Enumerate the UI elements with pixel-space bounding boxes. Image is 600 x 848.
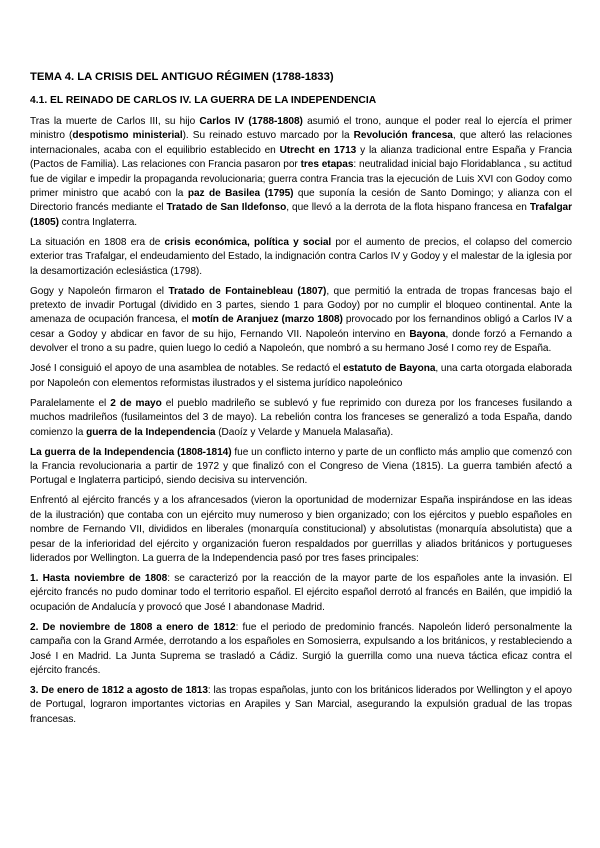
bold-text: Tratado de San Ildefonso (166, 202, 287, 214)
bold-text: motín de Aranjuez (marzo 1808) (191, 314, 343, 326)
bold-text: Bayona (409, 328, 446, 340)
bold-text: 1. Hasta noviembre de 1808 (30, 572, 168, 584)
text-run: , que llevó a la derrota de la flota hispano francesa en (286, 202, 530, 214)
text-run: Paralelamente el (30, 397, 111, 409)
section-heading: 4.1. EL REINADO DE CARLOS IV. LA GUERRA DE LA INDEPENDENCIA (30, 95, 377, 106)
text-run: provocado por los fernandinos obligó a Carlos IV a cesar a Godoy y abdicar en favor de su hijo, Fernando VII. Napoleón intervino en (30, 314, 572, 340)
bold-text: despotismo ministerial (72, 130, 183, 142)
bold-text: Revolución francesa (353, 130, 453, 142)
bold-text: paz de Basilea (1795) (187, 188, 294, 200)
bold-text: Trafalgar (1805) (30, 202, 572, 228)
text-run: : se caracterizó por la reacción de la mayor parte de los españoles ante la invasión. El ejército francés no pudo dominar todo el territorio español. El ejército español derrotó al francés en Bailén, que impidió la ocupación de Andalucía y provocó que José I abandonase Madrid. (30, 572, 572, 613)
text-run: : fue el periodo de predominio francés. Napoleón lideró personalmente la campaña con la Grand Armée, derrotando a los españoles en Somosierra, expulsando a los británicos, y restableciendo a José I en Madrid. La Junta Suprema se trasladó a Cádiz. Surgió la guerrilla como una nueva táctica eficaz contra el ejército francés. (30, 621, 572, 676)
text-run: Gogy y Napoleón firmaron el (30, 285, 169, 297)
paragraph-jose-i (30, 362, 572, 391)
text-run: Enfrentó al ejército francés y a los afrancesados (vieron la oportunidad de modernizar España inspirándose en las ideas de la ilustración) que contaba con un ejército muy numeroso y bien organizado; con los ejércitos y pueblo españoles en nombre de Fernando VII, divididos en liberales (monarquía constitucional) y absolutistas (monarquía absolutista) que a pesar de la inferioridad del ejército y organización fueron respaldados por guerrillas y aliados británicos y portugueses liderados por Wellington. La guerra de la Independencia pasó por tres fases principales: (30, 495, 572, 564)
bold-text: Tratado de Fontainebleau (1807) (168, 285, 327, 297)
text-run: que suponía la cesión de Santo Domingo; y alianza con el Directorio francés mediante el (30, 188, 572, 214)
text-run: asumió el trono, aunque el poder real lo ejercía el primer ministro ( (30, 116, 572, 142)
text-run: : las tropas españolas, junto con los británicos liderados por Wellington y el apoyo de Portugal, lograron importantes victorias en Arapiles y San Marcial, asegurando la expulsión gradual de las tropas francesas. (30, 684, 572, 725)
document-title: TEMA 4. LA CRISIS DEL ANTIGUO RÉGIMEN (1788-1833) (30, 71, 334, 83)
text-run: (Daoíz y Velarde y Manuela Malasaña). (215, 426, 394, 438)
paragraph-guerra-independencia (30, 446, 572, 489)
text-run: José I consiguió el apoyo de una asamblea de notables. Se redactó el (30, 363, 344, 375)
text-run: , que alteró las relaciones internacionales, acaba con el equilibrio establecido en (30, 130, 572, 156)
text-run: , donde forzó a Fernando a devolver el trono a su padre, quien luego lo cedió a Napoleón, que nombró a su hermano José I como rey de España. (30, 328, 572, 355)
paragraph-carlos-iv (30, 115, 572, 230)
text-run: : neutralidad inicial bajo Floridablanca , su actitud fue de vigilar e impedir la propaganda revolucionaria; guerra contra Francia tras la ejecución de Luis XVI con Godoy como primer ministro que acabó con la (30, 159, 572, 200)
paragraph-2-de-mayo (30, 397, 572, 440)
paragraph-fase-3 (30, 684, 572, 727)
bold-text: Utrecht en 1713 (279, 144, 357, 156)
text-run: , que permitió la entrada de tropas francesas bajo el pretexto de invadir Portugal (dividido en 3 partes, siendo 1 para Godoy) por no cumplir el bloqueo continental. Ante la amenaza de ocupación francesa, el (30, 285, 572, 326)
text-run: contra Inglaterra. (58, 216, 138, 228)
paragraph-fase-1 (30, 572, 572, 615)
text-run: y la alianza tradicional entre España y Francia (Pactos de Familia). Las relaciones con Francia pasaron por (30, 144, 572, 171)
text-run: el pueblo madrileño se sublevó y fue reprimido con dureza por los franceses fusilando a muchos madrileños (fusilameintos del 3 de mayo). La rebelión contra los franceses se generalizó a toda España, dando comienzo la (30, 397, 572, 438)
text-run: por el aumento de precios, el colapso del comercio exterior tras Trafalgar, el endeudamiento del Estado, la indignación contra Carlos IV y Godoy y el malestar de la iglesia por la desamortización eclesiástica (1798). (30, 236, 572, 277)
paragraph-bandos (30, 494, 572, 566)
text-run: Tras la muerte de Carlos III, su hijo (30, 116, 200, 127)
bold-text: La guerra de la Independencia (1808-1814) (30, 446, 232, 458)
paragraph-fontainebleau (30, 285, 572, 357)
text-run: , una carta otorgada elaborada por Napoleón con elementos reformistas ilustrados y el sistema jurídico napoleónico (30, 363, 572, 389)
text-run: La situación en 1808 era de (30, 236, 165, 248)
bold-text: crisis económica, política y social (164, 236, 332, 248)
paragraph-fase-2 (30, 621, 572, 679)
bold-text: guerra de la Independencia (86, 426, 216, 438)
text-run: fue un conflicto interno y parte de un conflicto más amplio que comenzó con la Francia revolucionaria a partir de 1972 y que finalizó con el Congreso de Viena (1815). La guerra también afectó a Portugal e Inglaterra participó, siendo decisiva su intervención. (30, 446, 572, 487)
bold-text: tres etapas (300, 159, 354, 171)
text-run: ). Su reinado estuvo marcado por la (182, 130, 354, 142)
bold-text: 3. De enero de 1812 a agosto de 1813 (30, 684, 208, 696)
bold-text: estatuto de Bayona (343, 363, 436, 375)
bold-text: 2 de mayo (110, 397, 162, 409)
bold-text: 2. De noviembre de 1808 a enero de 1812 (30, 621, 236, 633)
paragraph-crisis-1808 (30, 236, 572, 279)
bold-text: Carlos IV (1788-1808) (199, 116, 303, 127)
